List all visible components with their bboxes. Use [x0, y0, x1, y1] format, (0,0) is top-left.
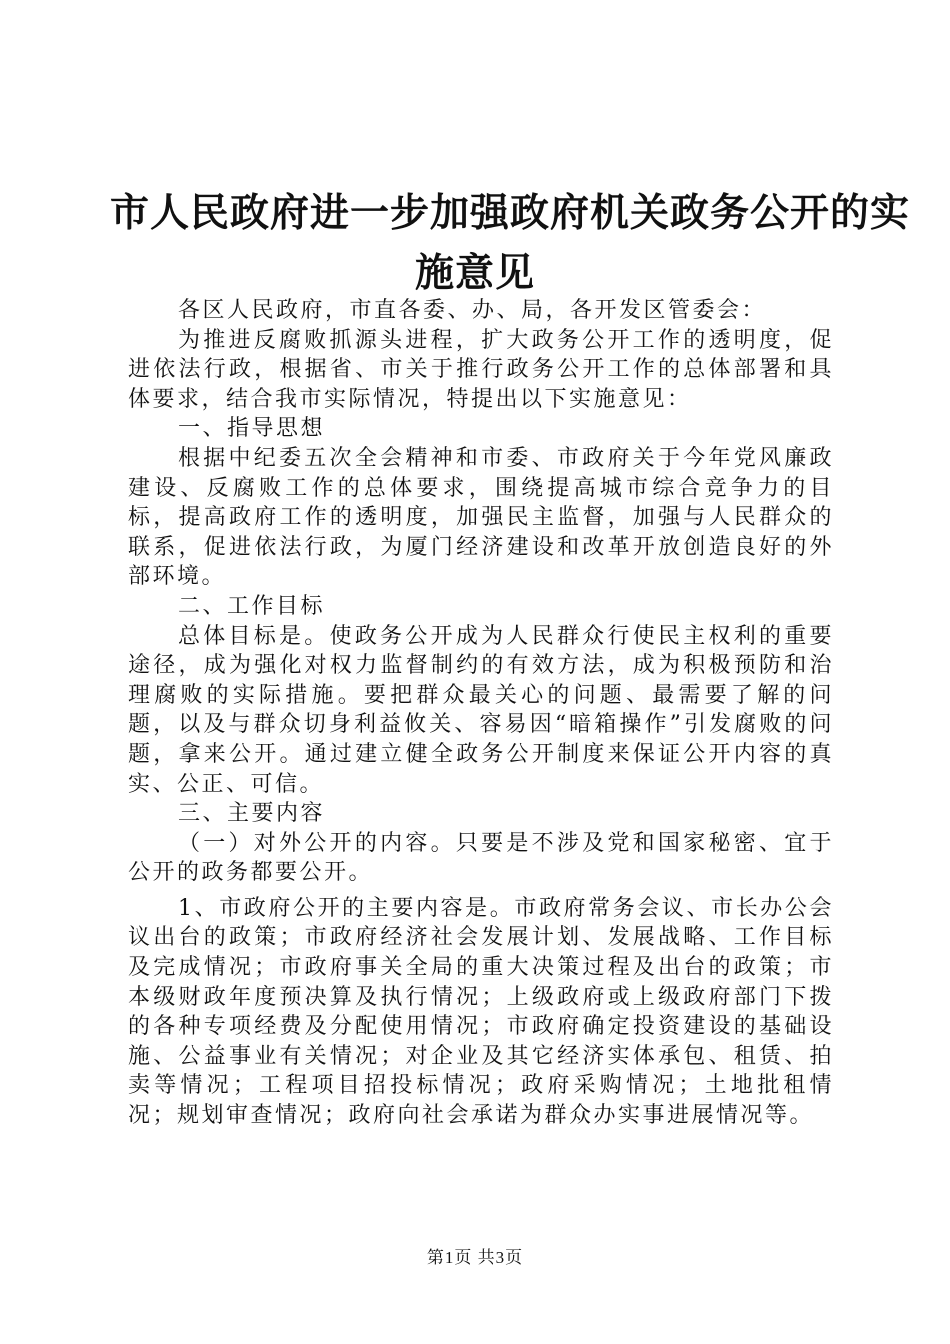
guiding-ideology-paragraph: 根据中纪委五次全会精神和市委、市政府关于今年党风廉政建设、反腐败工作的总体要求，围绕提高城市综合竞争力的目标，提高政府工作的透明度，加强民主监督，加强与人民群众的联系，促进依法行政，为厦门经济建设和改革开放创造良好的外部环境。	[128, 445, 834, 590]
document-body	[128, 296, 834, 1131]
document-title-line-2: 施意见	[414, 250, 535, 296]
work-goals-paragraph: 总体目标是。使政务公开成为人民群众行使民主权利的重要途径，成为强化对权力监督制约的有效方法，成为积极预防和治理腐败的实际措施。要把群众最关心的问题、最需要了解的问题，以及与群众切身利益攸关、容易因“暗箱操作”引发腐败的问题，拿来公开。通过建立健全政务公开制度来保证公开内容的真实、公正、可信。	[128, 623, 834, 797]
city-government-disclosure-paragraph: 1、市政府公开的主要内容是。市政府常务会议、市长办公会议出台的政策；市政府经济社会发展计划、发展战略、工作目标及完成情况；市政府事关全局的重大决策过程及出台的政策；市本级财政年度预决算及执行情况；上级政府或上级政府部门下拨的各种专项经费及分配使用情况；市政府确定投资建设的基础设施、公益事业有关情况；对企业及其它经济实体承包、租赁、拍卖等情况；工程项目招投标情况；政府采购情况；土地批租情况；规划审查情况；政府向社会承诺为群众办实事进展情况等。	[128, 895, 834, 1129]
section-heading-main-content: 三、主要内容	[178, 801, 326, 827]
external-disclosure-paragraph: （一）对外公开的内容。只要是不涉及党和国家秘密、宜于公开的政务都要公开。	[128, 830, 834, 886]
document-title-line-1: 市人民政府进一步加强政府机关政务公开的实	[110, 190, 911, 236]
intro-paragraph: 为推进反腐败抓源头进程，扩大政务公开工作的透明度，促进依法行政，根据省、市关于推行政务公开工作的总体部署和具体要求，结合我市实际情况，特提出以下实施意见：	[128, 327, 834, 412]
page-footer: 第1页 共3页	[426, 1248, 524, 1267]
section-heading-guiding-ideology: 一、指导思想	[178, 416, 326, 442]
section-heading-work-goals: 二、工作目标	[178, 593, 326, 619]
salutation-paragraph: 各区人民政府，市直各委、办、局，各开发区管委会：	[178, 298, 767, 323]
